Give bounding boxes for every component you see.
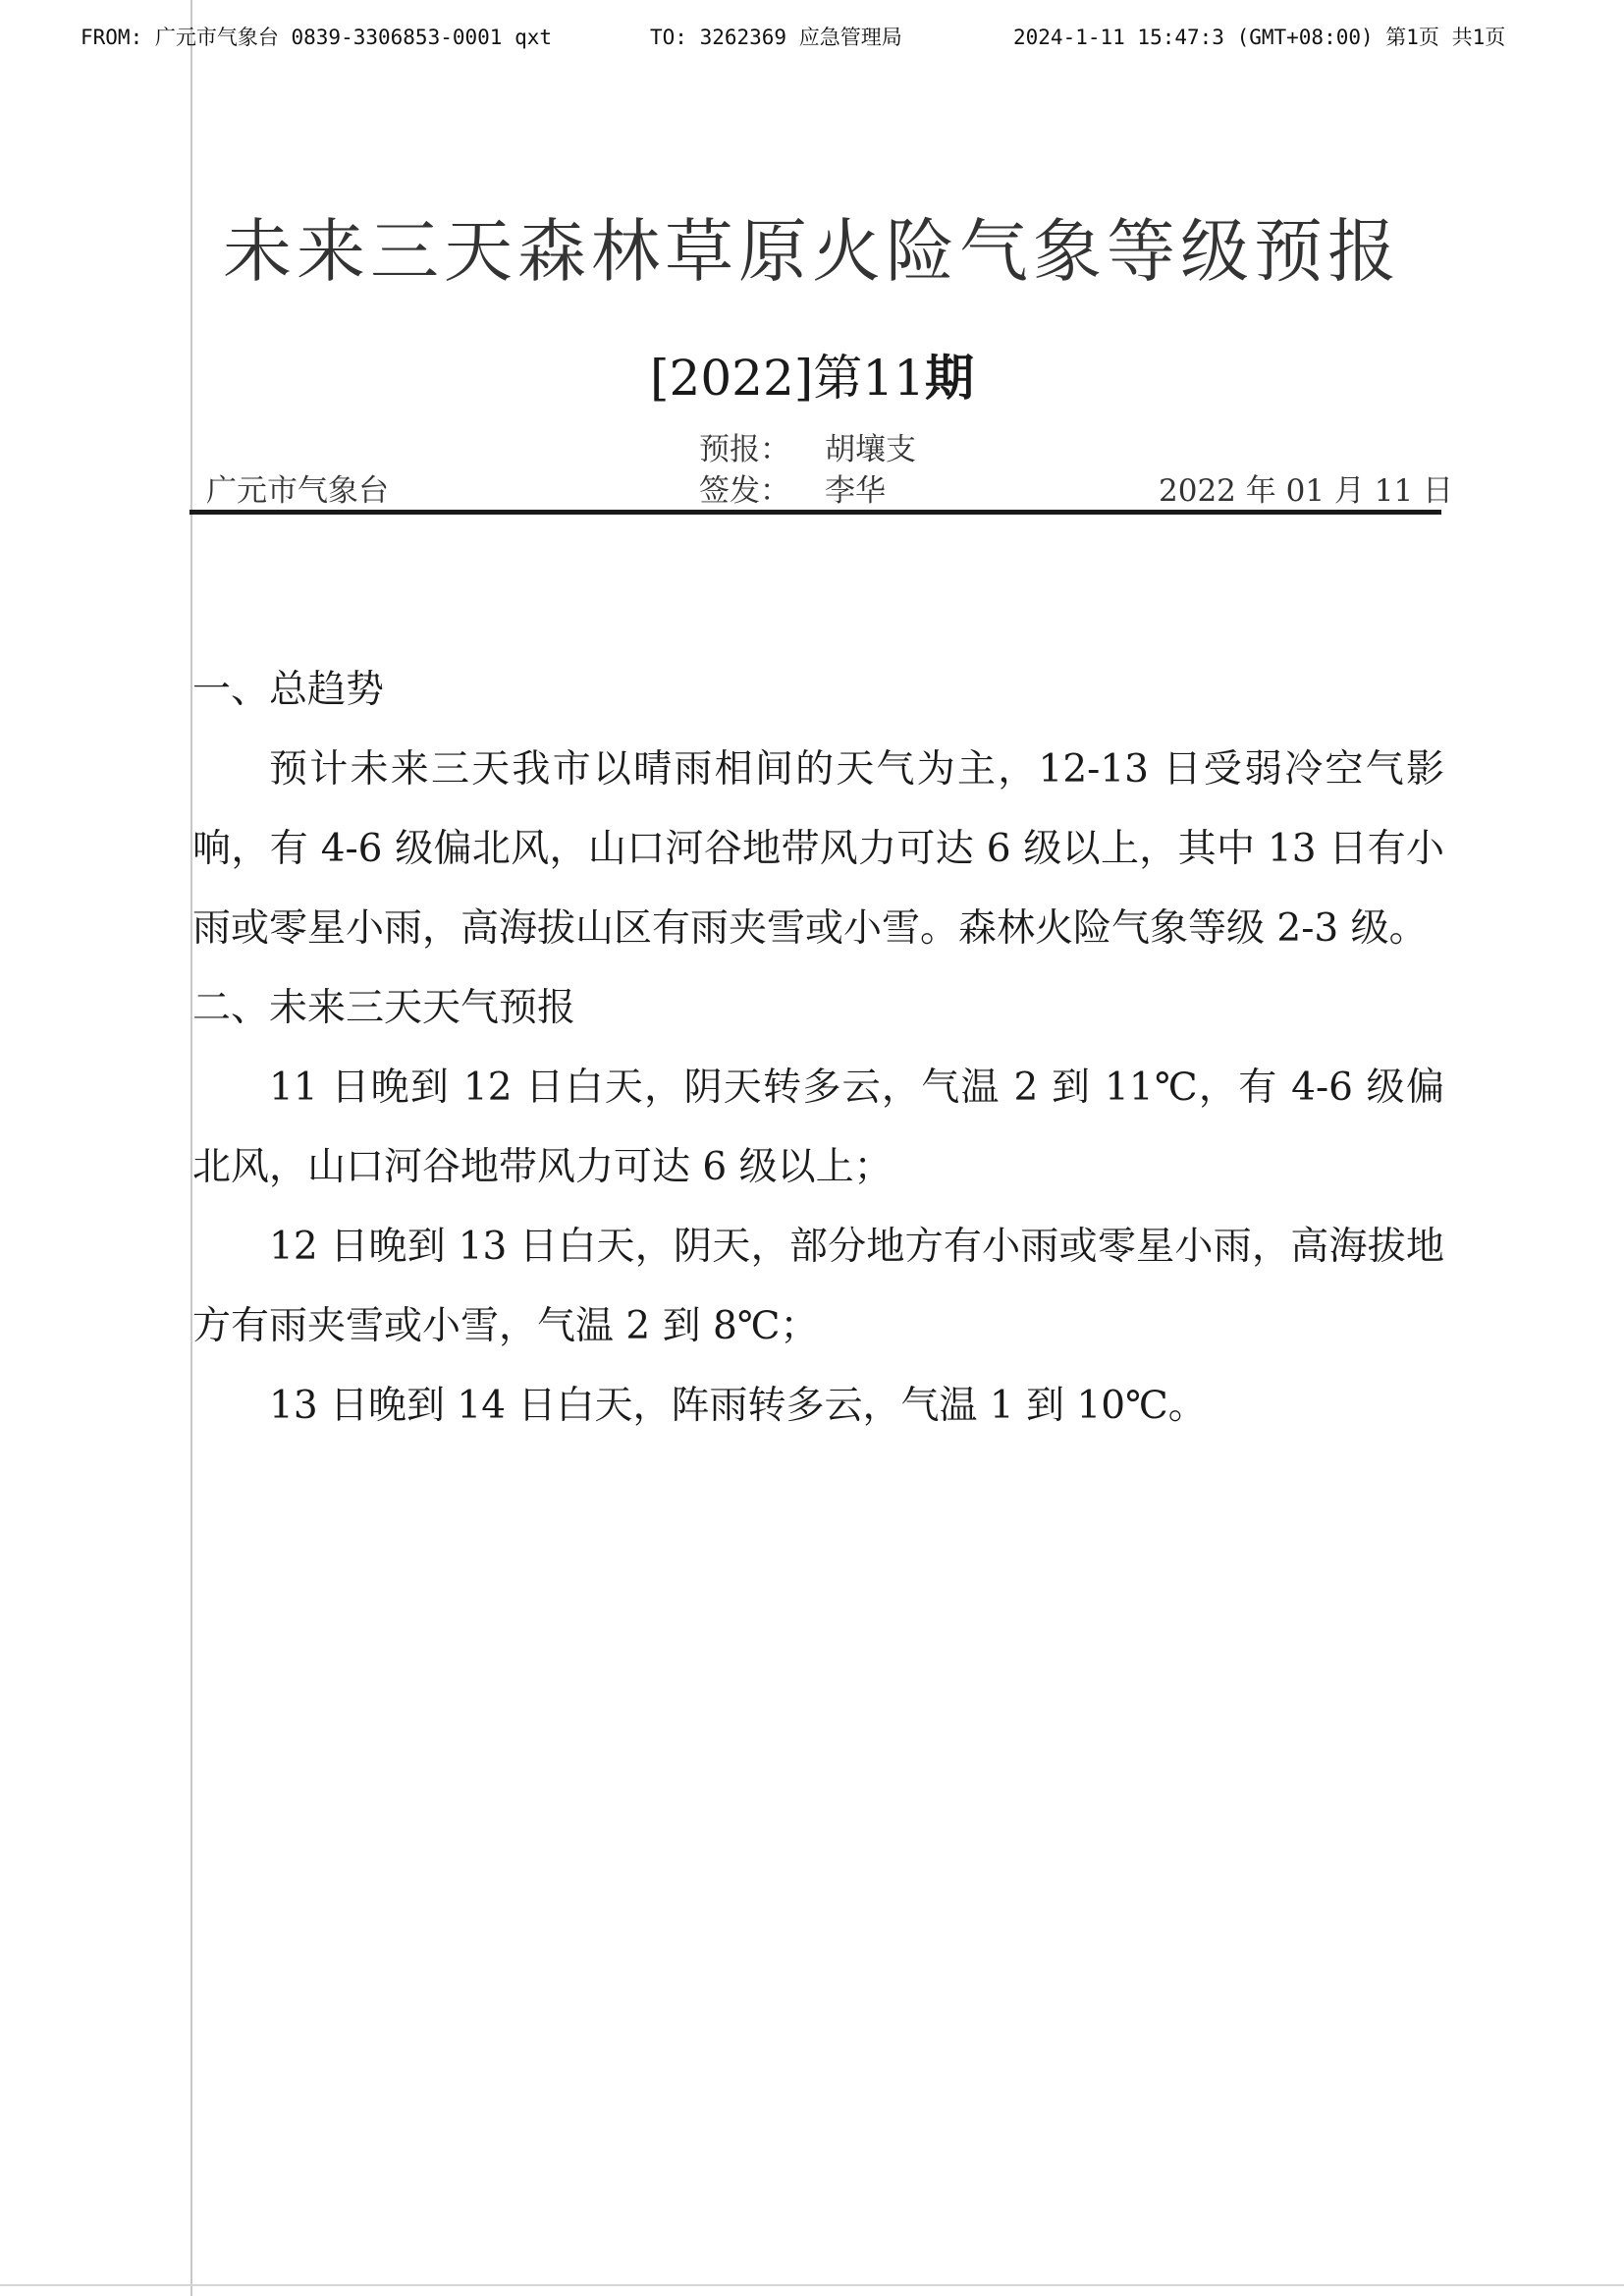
paragraph-forecast-day3: 13 日晚到 14 日白天，阵雨转多云，气温 1 到 10℃。 xyxy=(269,1384,1207,1428)
paragraph-forecast-day2: 12 日晚到 13 日白天，阴天，部分地方有小雨或零星小雨，高海拔地方有雨夹雪或小雪，气温 2 到 8℃； xyxy=(192,1225,1444,1348)
paragraph-forecast-day1: 11 日晚到 12 日白天，阴天转多云，气温 2 到 11℃，有 4-6 级偏北风，山口河谷地带风力可达 6 级以上； xyxy=(192,1066,1444,1189)
fax-from: FROM: 广元市气象台 0839-3306853-0001 qxt xyxy=(81,26,553,49)
scan-bottom-edge xyxy=(0,2284,1624,2286)
issuer-row xyxy=(699,465,886,510)
section-heading-forecast: 二、未来三天天气预报 xyxy=(192,986,576,1030)
forecaster-row xyxy=(699,424,916,468)
issue-date: 2022 年 01 月 11 日 xyxy=(1159,473,1454,509)
paragraph-trend: 预计未来三天我市以晴雨相间的天气为主，12-13 日受弱冷空气影响，有 4-6 级偏北风，山口河谷地带风力可达 6 级以上，其中 13 日有小雨或零星小雨，高海拔山区有雨夹雪或小雪。森林火险气象等级 2-3 级。 xyxy=(192,747,1444,951)
header-divider xyxy=(189,510,1441,515)
forecaster-label: 预报： xyxy=(699,432,790,467)
fax-time: 2024-1-11 15:47:3 (GMT+08:00) 第1页 共1页 xyxy=(1013,26,1506,49)
issue-number-value: 11 xyxy=(862,350,925,407)
issuer-name: 李华 xyxy=(825,473,886,509)
issue-suffix: 期 xyxy=(924,350,974,407)
issue-prefix: [2022]第 xyxy=(650,350,863,407)
section-heading-trend: 一、总趋势 xyxy=(192,668,385,712)
fax-header xyxy=(81,22,1553,51)
document-body xyxy=(192,650,1444,1446)
fax-to: TO: 3262369 应急管理局 xyxy=(650,26,902,49)
issuer-label: 签发： xyxy=(699,473,790,509)
issue-number xyxy=(0,339,1624,410)
document-title: 未来三天森林草原火险气象等级预报 xyxy=(223,211,1401,292)
organization: 广元市气象台 xyxy=(206,473,389,509)
forecaster-name: 胡壤支 xyxy=(825,432,916,467)
